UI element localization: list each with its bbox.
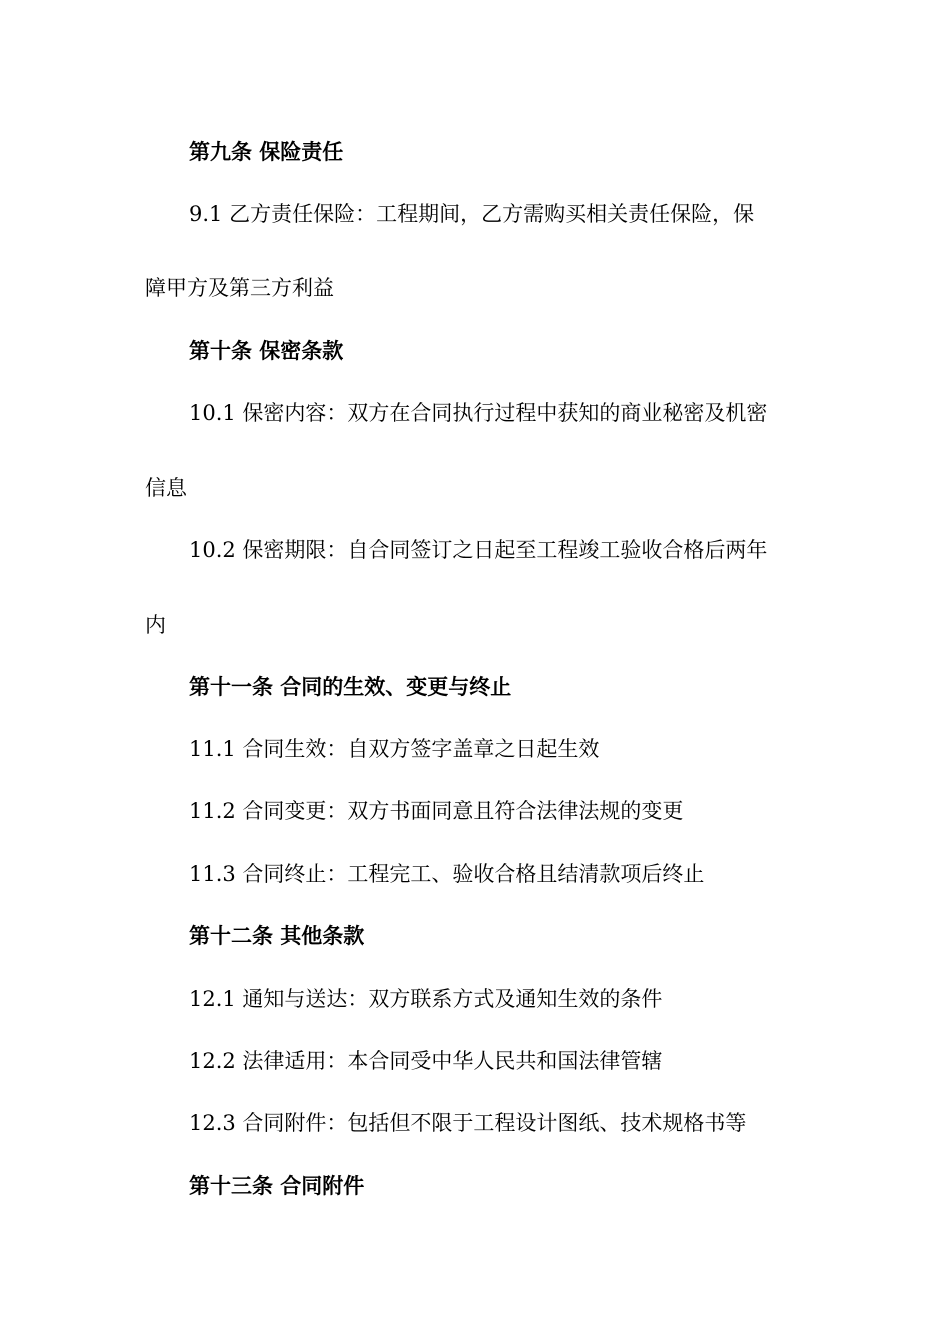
- clause-text: 10.1 保密内容：双方在合同执行过程中获知的商业秘密及机密: [189, 401, 768, 425]
- clause-text: 12.3 合同附件：包括但不限于工程设计图纸、技术规格书等: [189, 1111, 747, 1135]
- section-heading: 第十三条 合同附件: [189, 1174, 365, 1198]
- clause-continuation: 障甲方及第三方利益: [145, 276, 334, 300]
- section-heading: 第九条 保险责任: [189, 140, 344, 164]
- clause-text: 9.1 乙方责任保险：工程期间，乙方需购买相关责任保险，保: [189, 202, 755, 226]
- clause-text: 12.2 法律适用：本合同受中华人民共和国法律管辖: [189, 1049, 663, 1073]
- section-heading: 第十条 保密条款: [189, 339, 344, 363]
- clause-text: 12.1 通知与送达：双方联系方式及通知生效的条件: [189, 987, 663, 1011]
- clause-continuation: 信息: [145, 476, 187, 500]
- clause-text: 10.2 保密期限：自合同签订之日起至工程竣工验收合格后两年: [189, 538, 768, 562]
- section-heading: 第十二条 其他条款: [189, 924, 365, 948]
- section-heading: 第十一条 合同的生效、变更与终止: [189, 675, 512, 699]
- clause-text: 11.1 合同生效：自双方签字盖章之日起生效: [189, 737, 600, 761]
- clause-text: 11.2 合同变更：双方书面同意且符合法律法规的变更: [189, 799, 684, 823]
- clause-continuation: 内: [145, 613, 166, 637]
- clause-text: 11.3 合同终止：工程完工、验收合格且结清款项后终止: [189, 862, 705, 886]
